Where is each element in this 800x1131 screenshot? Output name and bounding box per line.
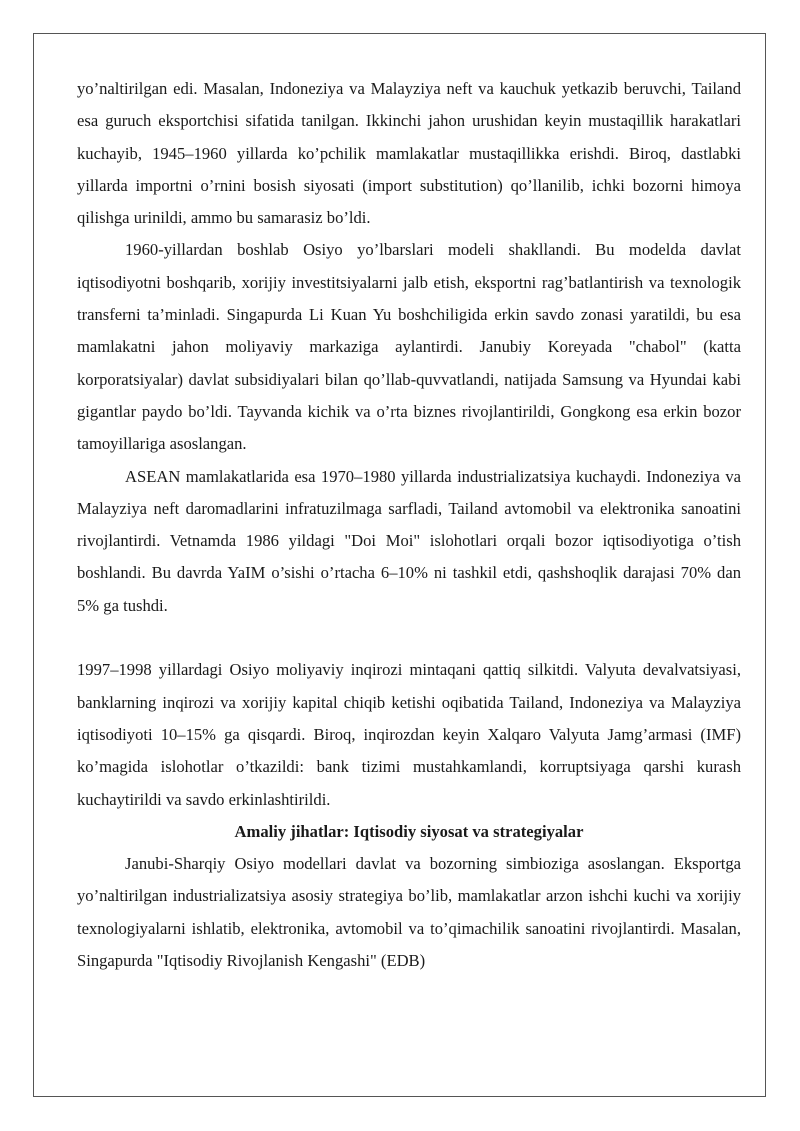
paragraph-colonial-economy: yo’naltirilgan edi. Masalan, Indoneziya va Malayziya neft va kauchuk yetkazib beruvchi, Tailand esa guruch eksportchisi sifatida tanilgan. Ikkinchi jahon urushidan keyin mustaqillik harakatlari kuchayib, 1945–1960 yillarda ko’pchilik mamlakatlar mustaqillikka erishdi. Biroq, dastlabki yillarda importni o’rnini bosish siyosati (import substitution) qo’llanilib, ichki bozorni himoya qilishga urinildi, ammo bu samarasiz bo’ldi. [77,79,741,228]
paragraph-gap [77,622,741,654]
paragraph-financial-crisis: 1997–1998 yillardagi Osiyo moliyaviy inqirozi mintaqani qattiq silkitdi. Valyuta devalvatsiyasi, banklarning inqirozi va xorijiy kapital chiqib ketishi oqibatida Tailand, Indoneziya va Malayziya iqtisodiyoti 10–15% ga qisqardi. Biroq, inqirozdan keyin Xalqaro Valyuta Jamg’armasi (IMF) ko’magida islohotlar o’tkazildi: bank tizimi mustahkamlandi, korruptsiyaga qarshi kurash kuchaytirildi va savdo erkinlashtirildi. [77,660,741,809]
document-body [77,73,741,977]
paragraph-asean-industrialization: ASEAN mamlakatlarida esa 1970–1980 yillarda industrializatsiya kuchaydi. Indoneziya va Malayziya neft daromadlarini infratuzilmaga sarfladi, Tailand avtomobil va elektronika sanoatini rivojlantirdi. Vetnamda 1986 yildagi "Doi Moi" islohotlari orqali bozor iqtisodiyotiga o’tish boshlandi. Bu davrda YaIM o’sishi o’rtacha 6–10% ni tashkil etdi, qashshoqlik darajasi 70% dan 5% ga tushdi. [77,466,741,615]
paragraph-economic-policy: Janubi-Sharqiy Osiyo modellari davlat va bozorning simbioziga asoslangan. Eksportga yo’naltirilgan industrializatsiya asosiy strategiya bo’lib, mamlakatlar arzon ishchi kuchi va xorijiy texnologiyalarni ishlatib, elektronika, avtomobil va to’qimachilik sanoatini rivojlantirdi. Masalan, Singapurda "Iqtisodiy Rivojlanish Kengashi" (EDB) [77,854,741,971]
paragraph-asian-tigers: 1960-yillardan boshlab Osiyo yo’lbarslari modeli shakllandi. Bu modelda davlat iqtisodiyotni boshqarib, xorijiy investitsiyalarni jalb etish, eksportni rag’batlantirish va texnologik transferni ta’minladi. Singapurda Li Kuan Yu boshchiligida erkin savdo zonasi yaratildi, bu esa mamlakatni jahon moliyaviy markaziga aylantirdi. Janubiy Koreyada "chabol" (katta korporatsiyalar) davlat subsidiyalari bilan qo’llab-quvvatlandi, natijada Samsung va Hyundai kabi gigantlar paydo bo’ldi. Tayvanda kichik va o’rta biznes rivojlantirildi, Gongkong esa erkin bozor tamoyillariga asoslangan. [77,240,741,454]
section-heading: Amaliy jihatlar: Iqtisodiy siyosat va strategiyalar [234,821,584,841]
